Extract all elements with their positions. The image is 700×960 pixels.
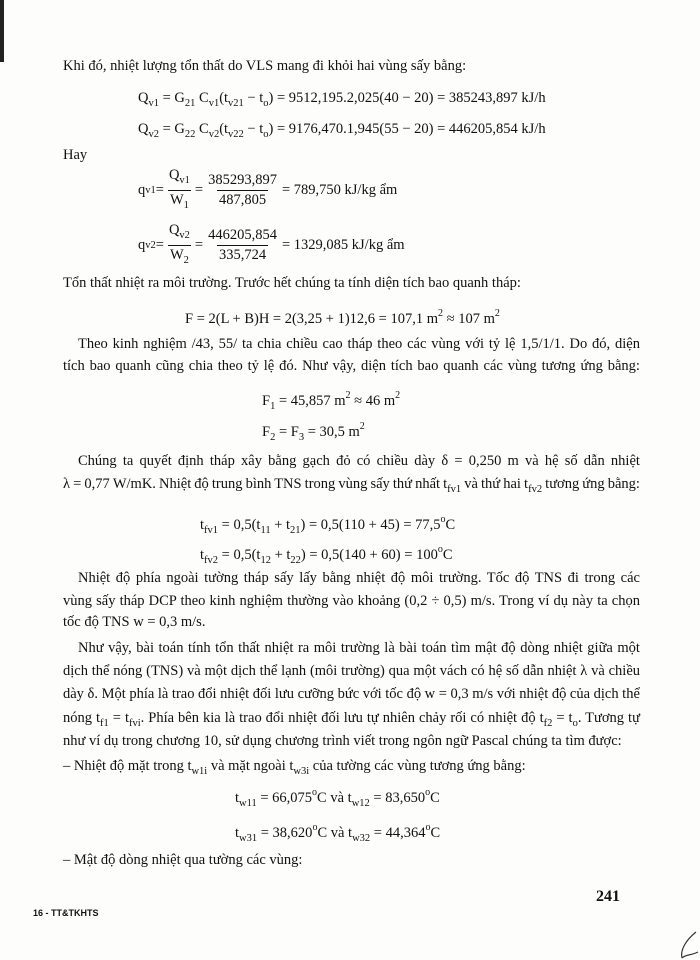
fraction-numerator bbox=[206, 172, 279, 190]
text-run: C bbox=[430, 790, 440, 806]
text-run: = 45,857 m bbox=[275, 393, 346, 409]
subscript: v2 bbox=[145, 239, 156, 251]
text-run: = bbox=[194, 236, 204, 253]
fraction-denominator bbox=[168, 190, 191, 214]
text-run: (t bbox=[219, 90, 229, 106]
fraction-denominator bbox=[217, 245, 268, 264]
subscript: fv2 bbox=[204, 555, 219, 566]
text-run: + t bbox=[270, 547, 291, 563]
text-run: = 83,650 bbox=[369, 790, 426, 806]
superscript: 2 bbox=[494, 308, 500, 319]
text-run: . Phía bên kia là trao đổi nhiệt đối lưu tự nhiên chảy rối có nhiệt độ t bbox=[140, 710, 544, 726]
text-run: C bbox=[445, 517, 456, 533]
text-run: = 30,5 m bbox=[304, 424, 360, 440]
text-run: 446205,854 bbox=[208, 226, 277, 243]
text-run: W bbox=[169, 246, 184, 263]
superscript: 2 bbox=[438, 308, 444, 319]
text-run: F bbox=[262, 424, 271, 440]
text-run: Hay bbox=[63, 147, 88, 163]
text-run: = G bbox=[158, 121, 185, 137]
text-run: Nhiệt độ phía ngoài tường tháp sấy lấy bằng nhiệt độ môi trường. Tốc độ TNS đi trong các bbox=[78, 570, 640, 586]
text-run: = 38,620 bbox=[257, 825, 313, 841]
text-run: − t bbox=[243, 90, 264, 106]
text-run: và thứ hai t bbox=[461, 476, 529, 492]
subscript: v1 bbox=[145, 184, 156, 196]
subscript: 2 bbox=[183, 254, 189, 266]
text-run: 487,805 bbox=[218, 191, 267, 208]
subscript: w12 bbox=[351, 798, 370, 809]
text-run: 385293,897 bbox=[208, 171, 277, 188]
formula-tw3 bbox=[235, 819, 441, 844]
text-run: = G bbox=[158, 90, 185, 106]
text-run: = 789,750 kJ/kg ẩm bbox=[281, 181, 398, 198]
text-run: Như vậy, bài toán tính tổn thất nhiệt ra môi trường là bài toán tìm mật độ dòng nhiệt giữa một bbox=[78, 640, 640, 656]
text-run: C bbox=[195, 121, 209, 137]
text-run: C và t bbox=[317, 825, 353, 841]
superscript: 2 bbox=[345, 390, 351, 401]
text-run: nóng t bbox=[63, 710, 101, 726]
fraction-numerator bbox=[167, 222, 192, 245]
fraction bbox=[206, 227, 279, 264]
text-run: C bbox=[442, 547, 453, 563]
superscript: o bbox=[437, 544, 443, 555]
text-run: = 0,5(t bbox=[218, 547, 261, 563]
subscript: 3 bbox=[298, 432, 305, 443]
text-run: ) = 9512,195.2,025(40 − 20) = 385243,897 kJ/h bbox=[268, 90, 546, 106]
subscript: v22 bbox=[228, 129, 244, 140]
subscript: v2 bbox=[179, 229, 190, 241]
text-run: Tổn thất nhiệt ra môi trường. Trước hết chúng ta tính diện tích bao quanh tháp: bbox=[63, 275, 521, 291]
subscript: f1 bbox=[100, 718, 109, 729]
subscript: 11 bbox=[260, 525, 271, 536]
text-run: dịch thể nóng (TNS) và một dịch thể lạnh (môi trường) qua một vách có hệ số dẫn nhiệt λ và chiều bbox=[63, 663, 641, 679]
subscript: v2 bbox=[148, 129, 159, 140]
superscript: 2 bbox=[359, 421, 365, 432]
paragraph-brick-line2 bbox=[63, 475, 640, 493]
paragraph-outside-line1 bbox=[78, 569, 640, 587]
subscript: 1 bbox=[183, 199, 189, 211]
text-run: tích bao quanh cũng chia theo tỷ lệ đó. Như vậy, diện tích bao quanh các vùng tương ứng bằng: bbox=[63, 358, 640, 374]
text-run: tốc độ TNS w = 0,3 m/s. bbox=[63, 614, 206, 630]
text-run: ) = 0,5(140 + 60) = 100 bbox=[300, 547, 438, 563]
formula-f2-f3 bbox=[262, 418, 365, 443]
heat-loss-text bbox=[63, 274, 521, 292]
text-run: t bbox=[200, 517, 205, 533]
text-run: C bbox=[195, 90, 209, 106]
text-run: 335,724 bbox=[218, 246, 267, 263]
text-run: = 0,5(t bbox=[218, 517, 261, 533]
subscript: v1 bbox=[208, 98, 220, 109]
text-run: = F bbox=[275, 424, 299, 440]
text-run: + t bbox=[270, 517, 291, 533]
text-run: dày δ. Một phía là trao đổi nhiệt đối lưu cưỡng bức với tốc độ w = 0,3 m/s với nhiệt độ của dịch thể bbox=[63, 686, 640, 702]
subscript: w32 bbox=[352, 833, 371, 844]
text-run: t bbox=[235, 825, 240, 841]
subscript: v1 bbox=[148, 98, 159, 109]
subscript: fv2 bbox=[528, 484, 543, 495]
text-run: q bbox=[138, 236, 146, 253]
formula-area-f bbox=[185, 305, 500, 327]
text-run: t bbox=[200, 547, 205, 563]
formula-qv2 bbox=[138, 120, 546, 138]
text-run: Q bbox=[138, 90, 149, 106]
fraction bbox=[167, 222, 192, 269]
text-run: = t bbox=[552, 710, 573, 726]
paragraph-brick-line1 bbox=[78, 452, 640, 470]
subscript: 21 bbox=[290, 525, 301, 536]
pen-mark-icon bbox=[676, 930, 700, 960]
superscript: 2 bbox=[395, 390, 401, 401]
paragraph-outside-line2 bbox=[63, 592, 640, 610]
text-run: – Nhiệt độ mặt trong t bbox=[63, 758, 192, 774]
text-run: C và t bbox=[317, 790, 352, 806]
text-run: – Mật độ dòng nhiệt qua tường các vùng: bbox=[63, 852, 303, 868]
subscript: fv1 bbox=[204, 525, 219, 536]
text-run: và mặt ngoài t bbox=[207, 758, 294, 774]
subscript: w11 bbox=[239, 798, 257, 809]
subscript: 22 bbox=[290, 555, 301, 566]
scan-edge-mark bbox=[0, 0, 4, 62]
formula-tfv2 bbox=[200, 541, 453, 566]
text-run: Q bbox=[168, 166, 180, 183]
text-run: Q bbox=[138, 121, 149, 137]
superscript: o bbox=[312, 822, 318, 833]
text-run: = t bbox=[108, 710, 129, 726]
text-run: = bbox=[155, 236, 164, 253]
text-run: C bbox=[430, 825, 441, 841]
page-number: 241 bbox=[596, 888, 620, 905]
paragraph-problem-line2 bbox=[63, 662, 640, 680]
text-run: q bbox=[138, 181, 146, 198]
text-run: ≈ 46 m bbox=[350, 393, 396, 409]
text-run: (t bbox=[219, 121, 229, 137]
formula-specific-qv1 bbox=[138, 166, 398, 211]
superscript: o bbox=[312, 787, 318, 798]
text-run: F bbox=[262, 393, 271, 409]
paragraph-problem-line5 bbox=[63, 732, 622, 750]
subscript: o bbox=[263, 129, 269, 140]
text-run: như ví dụ trong chương 10, sử dụng chương trình viết trong ngôn ngữ Pascal chúng ta tìm được: bbox=[63, 733, 622, 749]
text-run: . Tương tự bbox=[577, 710, 640, 726]
text-run: F = 2(L + B)H = 2(3,25 + 1)12,6 = 107,1 m bbox=[185, 311, 439, 327]
subscript: 22 bbox=[184, 129, 196, 140]
text-run: của tường các vùng tương ứng bằng: bbox=[309, 758, 526, 774]
fraction bbox=[206, 172, 279, 209]
text-run: λ = 0,77 W/mK. Nhiệt độ trung bình TNS trong vùng sấy thứ nhất t bbox=[63, 476, 448, 492]
text-run: Khi đó, nhiệt lượng tổn thất do VLS mang đi khỏi hai vùng sấy bằng: bbox=[63, 58, 467, 74]
text-run: = 66,075 bbox=[256, 790, 313, 806]
subscript: v1 bbox=[179, 174, 190, 186]
text-run: tương ứng bằng: bbox=[542, 476, 640, 492]
text-run: = 44,364 bbox=[370, 825, 426, 841]
fraction-denominator bbox=[168, 245, 191, 269]
text-run: Theo kinh nghiệm /43, 55/ ta chia chiều cao tháp theo các vùng với tỷ lệ 1,5/1/1. Do đó, diện bbox=[78, 336, 640, 352]
formula-tfv1 bbox=[200, 511, 456, 536]
subscript: o bbox=[572, 718, 578, 729]
subscript: 21 bbox=[184, 98, 196, 109]
superscript: o bbox=[425, 787, 431, 798]
subscript: v21 bbox=[228, 98, 244, 109]
superscript: o bbox=[425, 822, 431, 833]
subscript: w31 bbox=[239, 833, 258, 844]
fraction-denominator bbox=[217, 190, 268, 209]
fraction-numerator bbox=[167, 167, 192, 190]
text-run: ) = 0,5(110 + 45) = 77,5 bbox=[300, 517, 441, 533]
text-run: = 1329,085 kJ/kg ẩm bbox=[281, 236, 405, 253]
paragraph-experience-line1 bbox=[78, 335, 640, 353]
text-run: = bbox=[194, 181, 204, 198]
formula-tw1 bbox=[235, 784, 440, 809]
fraction-numerator bbox=[206, 227, 279, 245]
text-run: W bbox=[169, 191, 184, 208]
subscript: f2 bbox=[543, 718, 553, 729]
text-run: ≈ 107 m bbox=[443, 311, 495, 327]
text-run: − t bbox=[243, 121, 264, 137]
subscript: w3i bbox=[293, 766, 310, 777]
footer-label: 16 - TT&TKHTS bbox=[33, 908, 99, 918]
hay-text bbox=[63, 146, 87, 164]
paragraph-outside-line3 bbox=[63, 613, 205, 631]
text-run: t bbox=[235, 790, 240, 806]
subscript: fv1 bbox=[447, 484, 462, 495]
subscript: 1 bbox=[270, 401, 276, 412]
text-run: Q bbox=[168, 221, 180, 238]
text-run: Chúng ta quyết định tháp xây bằng gạch đỏ có chiều dày δ = 0,250 m và hệ số dẫn nhiệt bbox=[78, 453, 640, 469]
bullet-heat-flux bbox=[63, 851, 302, 869]
superscript: o bbox=[440, 514, 446, 525]
text-run: ) = 9176,470.1,945(55 − 20) = 446205,854 kJ/h bbox=[268, 121, 546, 137]
fraction bbox=[167, 167, 192, 214]
subscript: v2 bbox=[208, 129, 220, 140]
formula-specific-qv2 bbox=[138, 221, 405, 266]
subscript: 12 bbox=[260, 555, 271, 566]
bullet-wall-temperature bbox=[63, 757, 526, 775]
paragraph-problem-line4 bbox=[63, 709, 640, 727]
intro-text bbox=[63, 57, 466, 75]
paragraph-problem-line1 bbox=[78, 639, 640, 657]
subscript: o bbox=[263, 98, 269, 109]
subscript: fvi bbox=[128, 718, 141, 729]
formula-qv1 bbox=[138, 89, 546, 107]
text-run: vùng sấy tháp DCP theo kinh nghiệm thường vào khoảng (0,2 ÷ 0,5) m/s. Trong ví dụ này ta chọn bbox=[63, 593, 640, 609]
paragraph-experience-line2 bbox=[63, 357, 640, 375]
text-run: = bbox=[155, 181, 164, 198]
subscript: 2 bbox=[270, 432, 276, 443]
subscript: w1i bbox=[191, 766, 208, 777]
paragraph-problem-line3 bbox=[63, 685, 640, 703]
formula-f1 bbox=[262, 387, 401, 412]
